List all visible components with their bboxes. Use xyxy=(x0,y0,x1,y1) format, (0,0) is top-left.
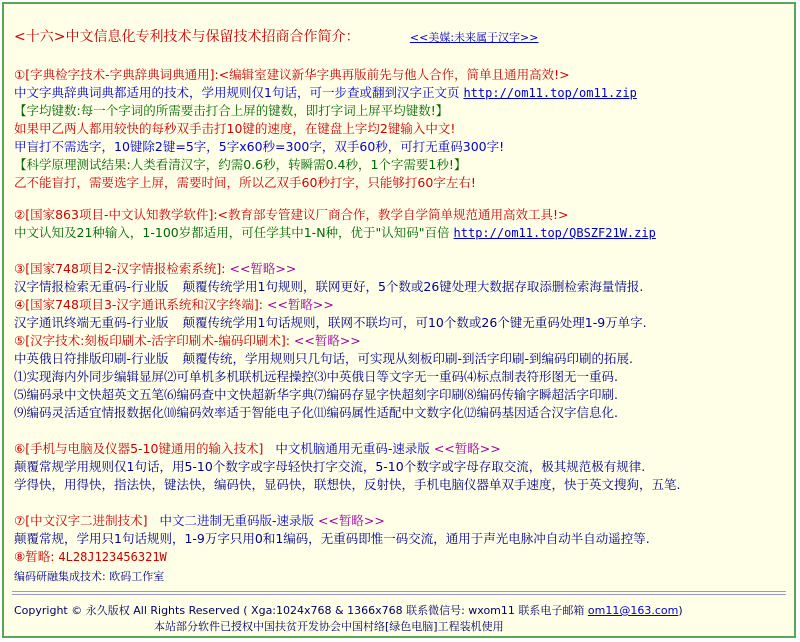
section5-desc: 颠覆传统，学用规则只几句话，可实现从刻板印刷-到活字印刷-到编码印刷的拓展. xyxy=(182,351,633,366)
section5-tag: <<暂略>> xyxy=(293,333,361,348)
section8-line xyxy=(14,548,167,566)
section3-line2 xyxy=(14,278,643,296)
section4-line2 xyxy=(14,314,647,332)
copyright-close: ) xyxy=(678,604,683,617)
section7-tag: <<暂略>> xyxy=(317,513,385,528)
section8-code: 4L28J123456321W xyxy=(58,550,167,564)
section2-desc: 中文认知及21种输入，1-100岁都适用，可任学其中1-N种，优于"认知码"百倍 xyxy=(14,225,450,240)
section1-line5: 甲盲打不需选字，10键除2键=5字，5字x60秒=300字，双手60秒，可打无重码300字! xyxy=(14,139,505,154)
section4-desc: 颠覆传统学用1句话规则，联网不联均可，可10个数或26个键无重码处理1-9万单字. xyxy=(182,315,647,330)
section6-product: 中文机脑通用无重码-速录版 xyxy=(275,441,430,456)
section8-label: ⑧暂略: xyxy=(14,549,55,564)
email-link[interactable]: om11@163.com xyxy=(587,604,679,617)
section4-label: ④[国家748项目3-汉字通讯系统和汉字终端]: xyxy=(14,297,263,312)
section1-line7: 乙不能盲打，需要选字上屏，需要时间，所以乙双手60秒打字，只能够打60字左右! xyxy=(14,175,476,190)
section5-line2 xyxy=(14,350,633,368)
copyright-text: Copyright © 永久版权 All Rights Reserved ( Xga:1024x768 & 1366x768 联系微信号: wxom11 联系电子邮箱 xyxy=(14,604,585,617)
page-title: <十六>中文信息化专利技术与保留技术招商合作简介： xyxy=(14,29,360,45)
section4-product: 汉字通讯终端无重码-行业版 xyxy=(14,315,169,330)
section3-tag: <<暂略>> xyxy=(229,261,297,276)
section1-line2 xyxy=(14,84,637,102)
section5-feature-row3: ⑼编码灵活适宜情报数据化⑽编码效率适于智能电子化⑾编码属性适配中文数字化⑿编码基因适合汉字信息化. xyxy=(14,405,618,420)
slogan-link[interactable]: <<美媒:未来属于汉字>> xyxy=(409,31,539,44)
section5-product: 中英俄日符排版印刷-行业版 xyxy=(14,351,169,366)
section2-heading: ②[国家863项目-中文认知教学软件]:<教育部专管建议厂商合作，教学自学简单规范通用高效工具!> xyxy=(14,207,569,222)
studio-credit: 编码研融集成技术: 欧码工作室 xyxy=(14,570,165,583)
section1-desc: 中文字典辞典词典都适用的技术，学用规则仅1句话，可一步查或翻到汉字正文页 xyxy=(14,85,460,100)
section4-tag: <<暂略>> xyxy=(266,297,334,312)
section6-label: ⑥[手机与电脑及仪器5-10键通用的输入技术] xyxy=(14,441,264,456)
section1-science-note: 【科学原理测试结果:人类看清汉字，约需0.6秒，转瞬需0.4秒，1个字需要1秒!】 xyxy=(14,157,467,172)
content-frame xyxy=(2,2,796,638)
section1-line4: 如果甲乙两人都用较快的每秒双手击打10键的速度，在键盘上字均2键输入中文! xyxy=(14,121,456,136)
section7-heading xyxy=(14,512,385,530)
section3-desc: 颠覆传统学用1句规则，联网更好，5个数或26键处理大数据存取添删检索海量情报. xyxy=(182,279,644,294)
section3-product: 汉字情报检索无重码-行业版 xyxy=(14,279,169,294)
section7-product: 中文二进制无重码版-速录版 xyxy=(159,513,314,528)
page-title-line xyxy=(14,28,539,47)
om11-zip-link[interactable]: http://om11.top/om11.zip xyxy=(463,86,637,100)
section7-label: ⑦[中文汉字二进制技术] xyxy=(14,513,148,528)
section6-line3: 学得快，用得快，指法快，键法快，编码快，显码快，联想快，反射快，手机电脑仪器单双手速度，快于英文搜狗，五笔. xyxy=(14,477,681,492)
divider-top xyxy=(12,591,786,592)
section5-label: ⑤[汉字技术:刻板印刷术-活字印刷术-编码印刷术]: xyxy=(14,333,290,348)
divider-bottom xyxy=(12,594,786,595)
section5-feature-row1: ⑴实现海内外同步编辑显屏⑵可单机多机联机远程操控⑶中英俄日等文字无一重码⑷标点制表符形图无一重码. xyxy=(14,369,618,384)
section1-keycount-note: 【字均键数:每一个字词的所需要击打合上屏的键数，即打字词上屏平均键数!】 xyxy=(14,103,449,118)
footer-license-note: 本站部分软件已授权中国扶贫开发协会中国村络[绿色电脑]工程装机使用 xyxy=(154,620,504,633)
section1-heading: ①[字典检字技术-字典辞典词典通用]:<编辑室建议新华字典再版前先与他人合作，简单且通用高效!> xyxy=(14,67,570,82)
section6-heading xyxy=(14,440,501,458)
section5-feature-row2: ⑸编码录中文快超英文五笔⑹编码查中文快超新华字典⑺编码存显字快超刻字印刷⑻编码传输字瞬超活字印刷. xyxy=(14,387,618,402)
section7-line2: 颠覆常规，学用只1句话规则，1-9万字只用0和1编码，无重码即惟一码交流，通用于声光电脉冲自动半自动遥控等. xyxy=(14,531,650,546)
section6-tag: <<暂略>> xyxy=(433,441,501,456)
section6-line2: 颠覆常规学用规则仅1句话，用5-10个数字或字母轻快打字交流，5-10个数字或字母存取交流，极其规范极有规律. xyxy=(14,459,646,474)
qbszf21w-zip-link[interactable]: http://om11.top/QBSZF21W.zip xyxy=(453,226,656,240)
section5-heading xyxy=(14,332,361,350)
section3-heading xyxy=(14,260,296,278)
section2-line2 xyxy=(14,224,656,242)
section3-label: ③[国家748项目2-汉字情报检索系统]: xyxy=(14,261,226,276)
section4-heading xyxy=(14,296,334,314)
